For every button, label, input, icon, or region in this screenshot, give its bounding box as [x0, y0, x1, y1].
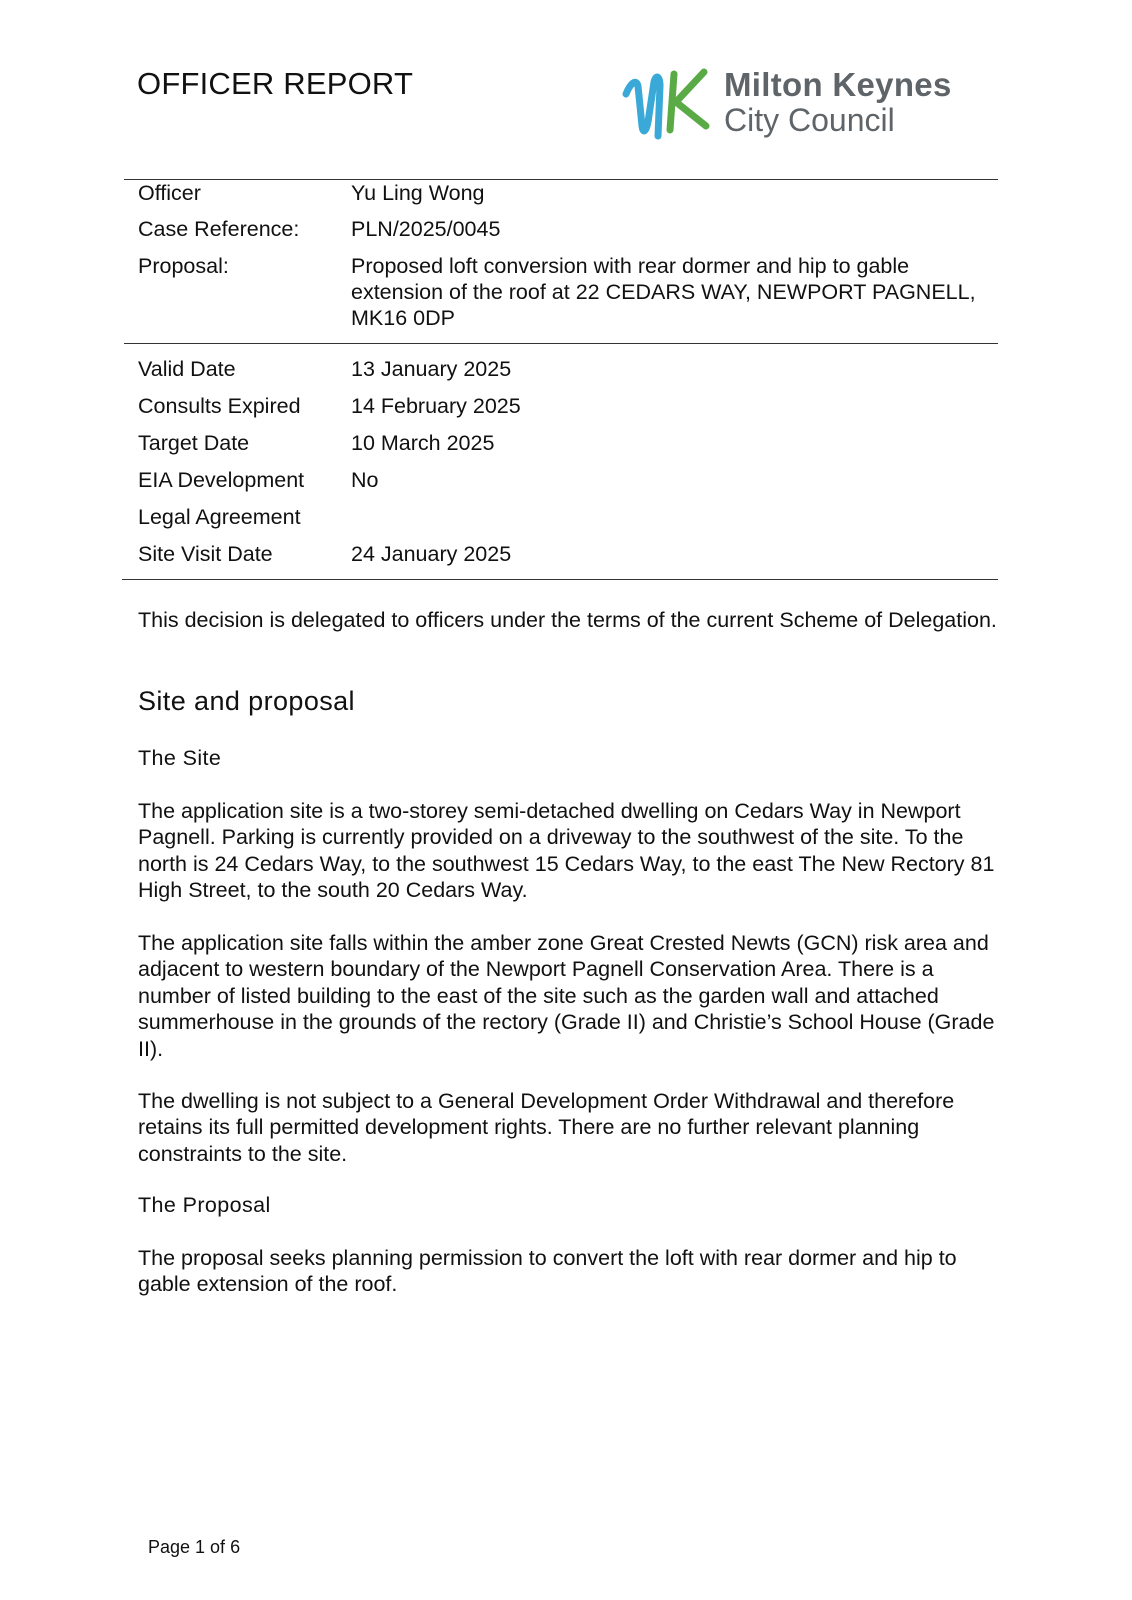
- paragraph: The proposal seeks planning permission to convert the loft with rear dormer and hip to gable extension of the roof.: [138, 1246, 957, 1297]
- field-label: Valid Date: [138, 357, 236, 381]
- section-heading: Site and proposal: [138, 686, 355, 716]
- field-value: 13 January 2025: [351, 357, 512, 381]
- paragraph: The dwelling is not subject to a General Development Order Withdrawal and therefore retains its full permitted development rights. There are no further relevant planning constraints to the site.: [138, 1089, 955, 1166]
- field-value: 10 March 2025: [351, 431, 495, 455]
- mk-logo-mark-icon: [620, 64, 720, 144]
- council-logo: [620, 64, 1000, 144]
- paragraph: The application site is a two-storey semi-detached dwelling on Cedars Way in Newport Pagnell. Parking is currently provided on a driveway to the southwest of the site. To the north is 24 Cedars Way, to the southwest 15 Cedars Way, to the east The New Rectory 81 High Street, to the south 20 Cedars Way.: [138, 799, 995, 903]
- field-value: Proposed loft conversion with rear dormer and hip to gable extension of the roof at 22 CEDARS WAY, NEWPORT PAGNELL, MK16 0DP: [351, 254, 976, 330]
- site-paragraph-3: [138, 1088, 998, 1167]
- delegation-statement: [138, 607, 998, 633]
- field-value: PLN/2025/0045: [351, 217, 501, 241]
- field-value: Yu Ling Wong: [351, 181, 485, 205]
- field-label: Legal Agreement: [138, 505, 301, 529]
- paragraph: The application site falls within the amber zone Great Crested Newts (GCN) risk area and adjacent to western boundary of the Newport Pagnell Conservation Area. There is a number of listed building to the east of the site such as the garden wall and attached summerhouse in the grounds of the rectory (Grade II) and Christie’s School House (Grade II).: [138, 931, 995, 1061]
- report-title: OFFICER REPORT: [137, 66, 414, 101]
- divider: [122, 579, 998, 580]
- page-number: Page 1 of 6: [148, 1537, 241, 1557]
- paragraph: This decision is delegated to officers under the terms of the current Scheme of Delegation.: [138, 608, 997, 632]
- field-value: 14 February 2025: [351, 394, 521, 418]
- divider: [124, 343, 998, 344]
- logo-name-line-2: City Council: [724, 102, 895, 138]
- subheading-site: The Site: [138, 746, 222, 770]
- field-label: EIA Development: [138, 468, 305, 492]
- field-label: Target Date: [138, 431, 250, 455]
- field-label: Case Reference:: [138, 217, 300, 241]
- site-paragraph-2: [138, 930, 998, 1062]
- field-label: Consults Expired: [138, 394, 301, 418]
- logo-name-line-1: Milton Keynes: [724, 66, 952, 103]
- proposal-paragraph-1: [138, 1245, 998, 1298]
- field-label: Site Visit Date: [138, 542, 273, 566]
- field-value: No: [351, 468, 379, 492]
- field-label: Proposal:: [138, 254, 229, 278]
- subheading-proposal: The Proposal: [138, 1193, 271, 1217]
- field-value: 24 January 2025: [351, 542, 512, 566]
- field-label: Officer: [138, 181, 201, 205]
- site-paragraph-1: [138, 798, 998, 904]
